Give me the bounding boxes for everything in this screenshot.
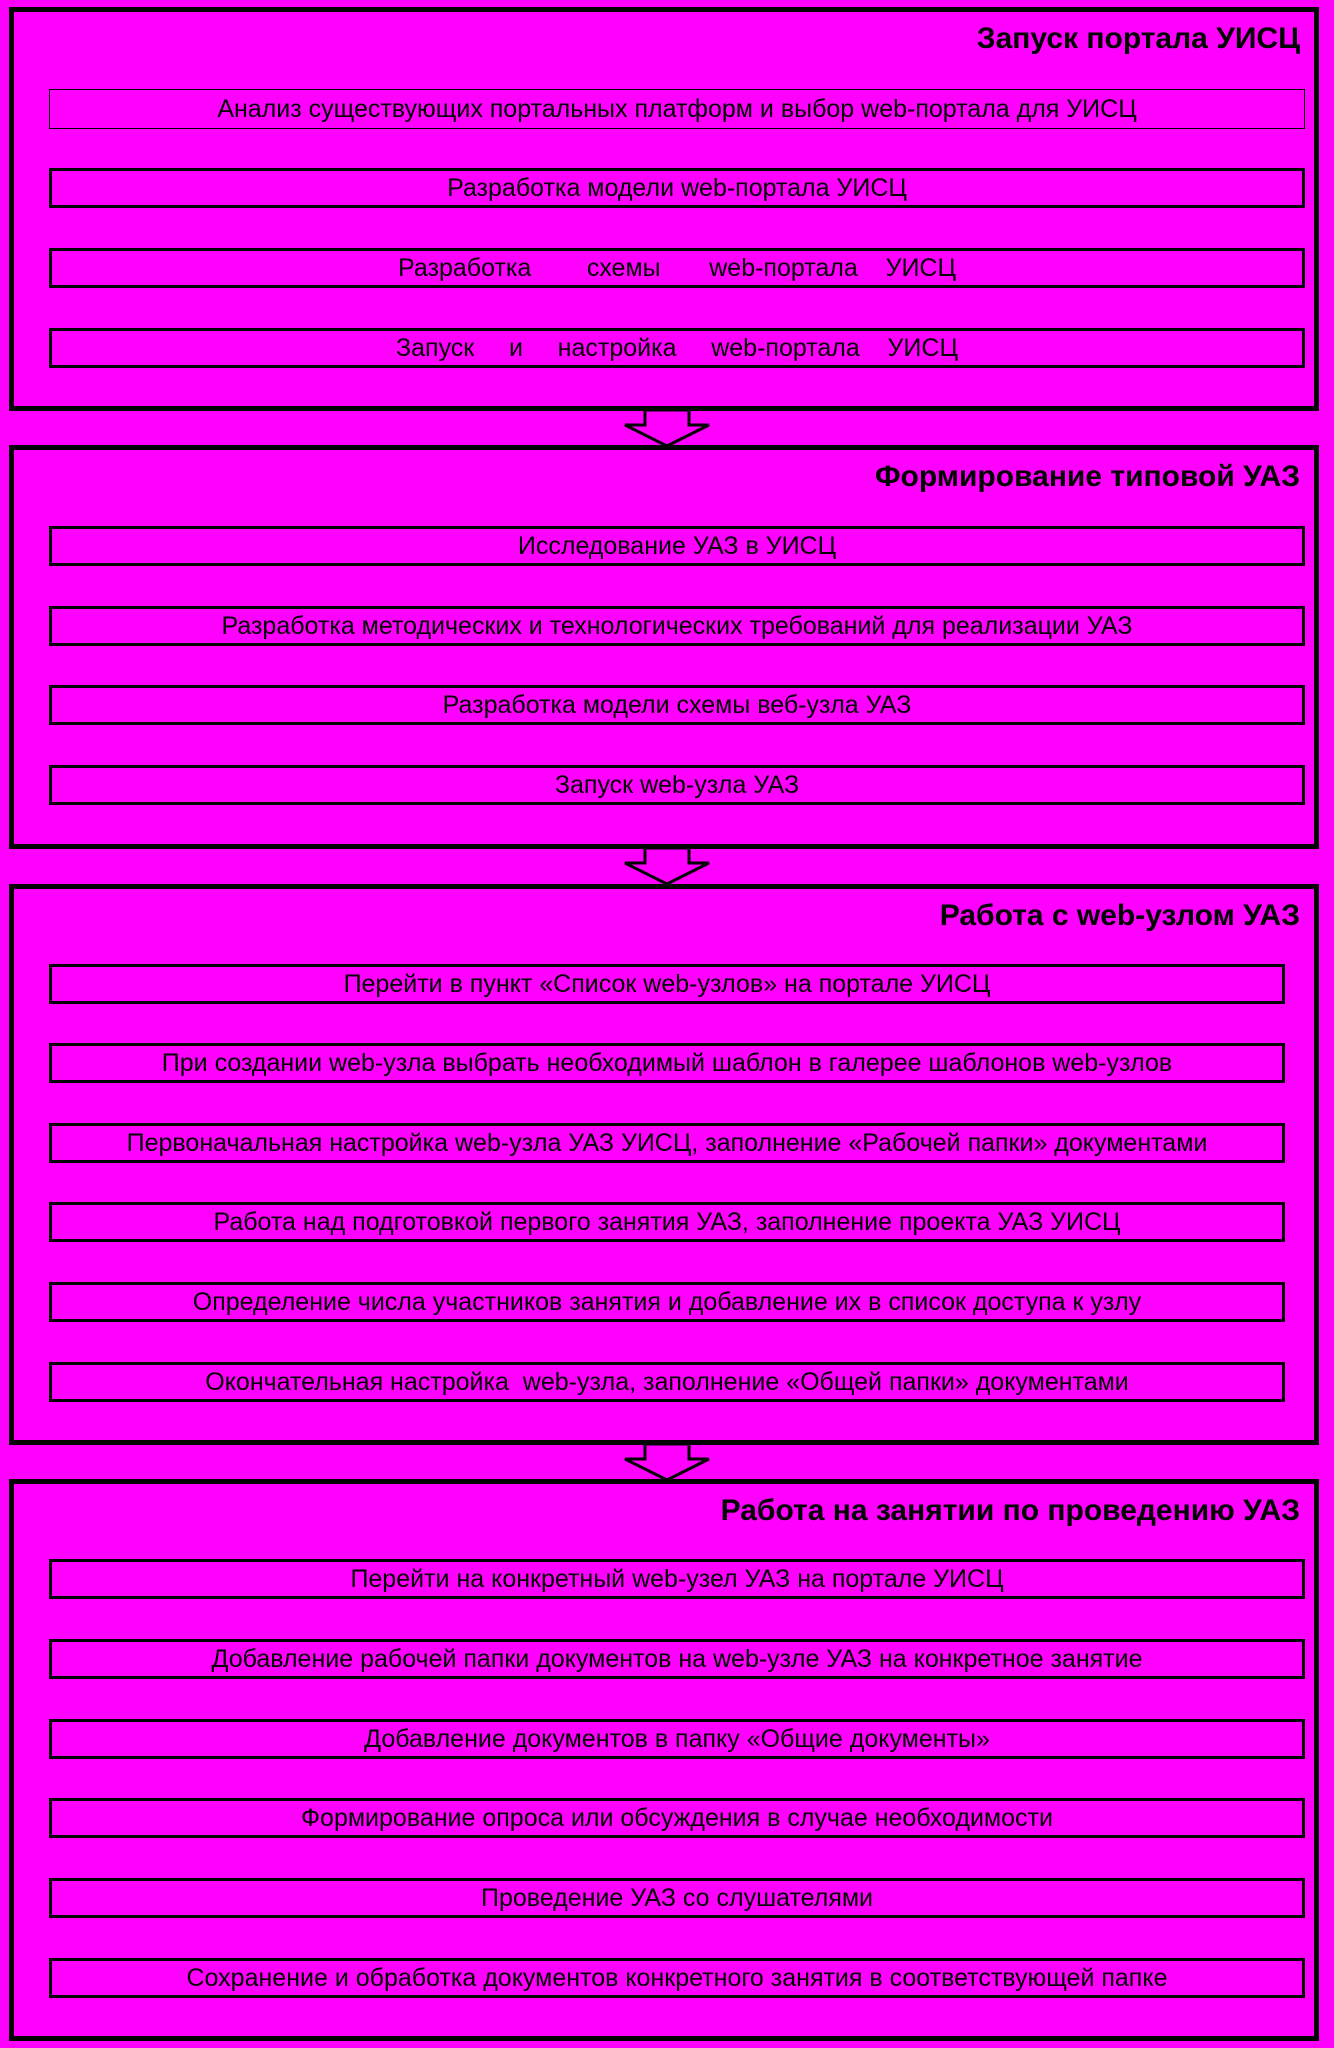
block-title: Работа на занятии по проведению УАЗ [720, 1494, 1300, 1527]
step-box [49, 1878, 1305, 1918]
step-box [49, 765, 1305, 805]
step-label: Работа над подготовкой первого занятия УАЗ, заполнение проекта УАЗ УИСЦ [213, 1207, 1121, 1236]
step-label: Разработка модели web-портала УИСЦ [447, 173, 907, 202]
step-label: Анализ существующих портальных платформ и выбор web-портала для УИСЦ [217, 94, 1137, 123]
step-box [49, 1798, 1305, 1838]
step-label: Окончательная настройка web-узла, заполнение «Общей папки» документами [205, 1367, 1129, 1396]
step-box [49, 606, 1305, 646]
step-label: Сохранение и обработка документов конкретного занятия в соответствующей папке [186, 1963, 1168, 1992]
step-label: Определение числа участников занятия и добавление их в список доступа к узлу [192, 1287, 1142, 1316]
down-arrow-icon [623, 847, 711, 885]
step-label: Разработка методических и технологических требований для реализации УАЗ [221, 611, 1133, 640]
step-label: Формирование опроса или обсуждения в случае необходимости [301, 1803, 1053, 1832]
block-title: Формирование типовой УАЗ [874, 460, 1300, 493]
step-box [49, 526, 1305, 566]
step-label: Запуск web-узла УАЗ [554, 770, 800, 799]
step-box [49, 248, 1305, 288]
down-arrow-icon [623, 1443, 711, 1481]
step-box [49, 964, 1285, 1004]
step-box [49, 89, 1305, 129]
block-title: Работа с web-узлом УАЗ [939, 899, 1300, 932]
step-label: Разработка модели схемы веб-узла УАЗ [442, 690, 912, 719]
step-label: Разработка схемы web-портала УИСЦ [398, 253, 956, 282]
step-box [49, 1639, 1305, 1679]
step-label: Первоначальная настройка web-узла УАЗ УИСЦ, заполнение «Рабочей папки» документами [126, 1128, 1208, 1157]
step-box [49, 168, 1305, 208]
step-label: Проведение УАЗ со слушателями [480, 1883, 874, 1912]
step-box [49, 1719, 1305, 1759]
step-box [49, 1043, 1285, 1083]
step-box [49, 328, 1305, 368]
step-box [49, 685, 1305, 725]
block-title: Запуск портала УИСЦ [976, 22, 1300, 55]
step-box [49, 1362, 1285, 1402]
step-box [49, 1282, 1285, 1322]
step-label: Добавление документов в папку «Общие документы» [364, 1724, 990, 1753]
step-box [49, 1958, 1305, 1998]
step-label: Запуск и настройка web-портала УИСЦ [396, 333, 958, 362]
step-label: Исследование УАЗ в УИСЦ [517, 531, 837, 560]
step-box [49, 1123, 1285, 1163]
step-label: При создании web-узла выбрать необходимый шаблон в галерее шаблонов web-узлов [161, 1048, 1173, 1077]
step-label: Перейти на конкретный web-узел УАЗ на портале УИСЦ [350, 1564, 1004, 1593]
step-label: Перейти в пункт «Список web-узлов» на портале УИСЦ [343, 969, 991, 998]
down-arrow-icon [623, 409, 711, 447]
step-box [49, 1202, 1285, 1242]
step-box [49, 1559, 1305, 1599]
step-label: Добавление рабочей папки документов на web-узле УАЗ на конкретное занятие [211, 1644, 1143, 1673]
